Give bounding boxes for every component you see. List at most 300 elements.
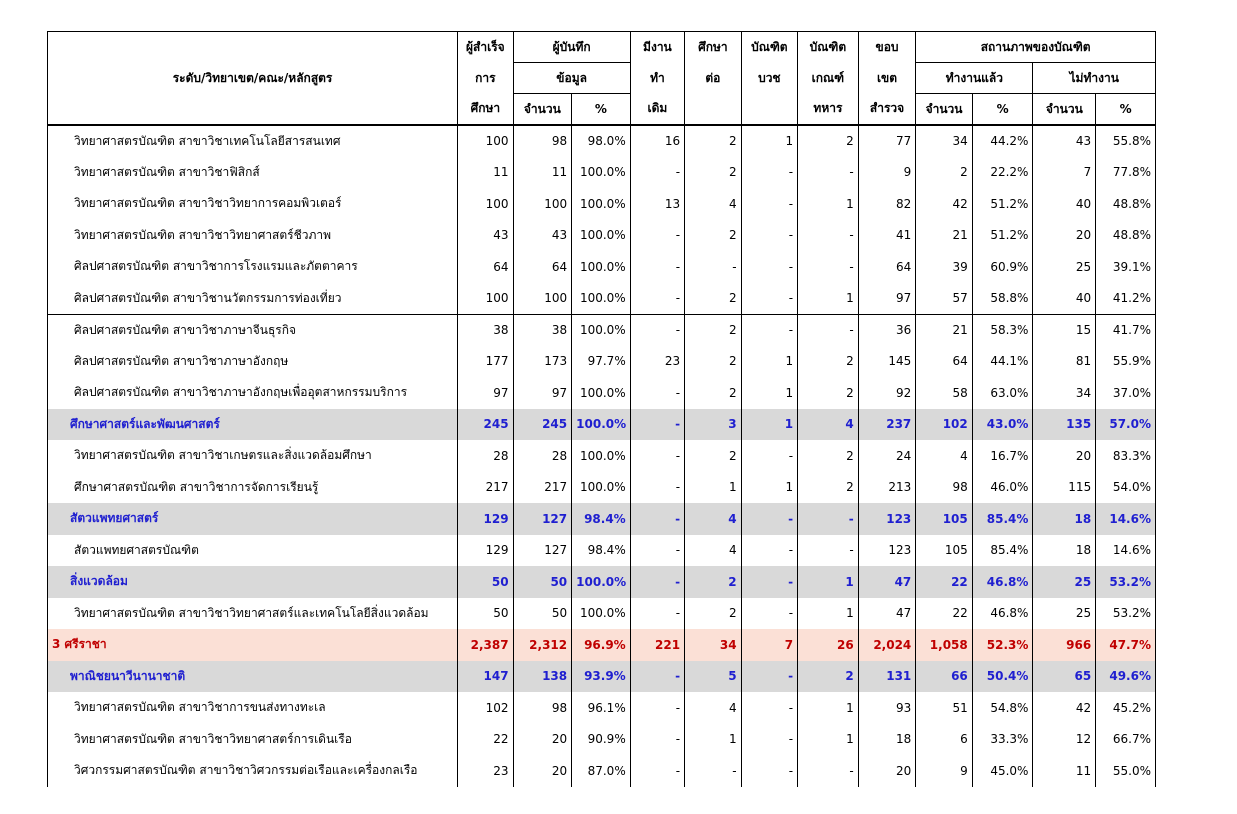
program-name-cell: วิทยาศาสตรบัณฑิต สาขาวิชาเกษตรและสิ่งแวดล้อมศึกษา [48,440,458,472]
military-cell: - [798,535,859,567]
graduates-cell: 100 [458,188,513,220]
recorded-count-cell: 245 [513,409,572,441]
employed-pct-cell: 43.0% [972,409,1033,441]
recorded-count-cell: 138 [513,661,572,693]
employed-pct-cell: 58.8% [972,283,1033,315]
survey-scope-cell: 64 [858,251,916,283]
program-name-cell: ศิลปศาสตรบัณฑิต สาขาวิชาการโรงแรมและภัตตาคาร [48,251,458,283]
recorded-pct-cell: 93.9% [572,661,631,693]
recorded-count-cell: 50 [513,566,572,598]
military-cell: 2 [798,125,859,157]
employed-count-cell: 105 [916,535,972,567]
unemployed-pct-header: % [1096,94,1156,126]
unemployed-pct-cell: 57.0% [1096,409,1156,441]
graduates-cell: 129 [458,535,513,567]
unemployed-count-cell: 34 [1033,377,1096,409]
recorded-count-cell: 64 [513,251,572,283]
recorders-header-l2: ข้อมูล [513,63,630,94]
unemployed-pct-cell: 48.8% [1096,188,1156,220]
graduates-cell: 100 [458,125,513,157]
unemployed-count-cell: 115 [1033,472,1096,504]
employed-pct-cell: 54.8% [972,692,1033,724]
program-name-cell: วิทยาศาสตรบัณฑิต สาขาวิชาวิทยาการคอมพิวเตอร์ [48,188,458,220]
table-header [48,32,1156,126]
unemployed-pct-cell: 55.8% [1096,125,1156,157]
recorded-pct-cell: 98.4% [572,535,631,567]
program-name-cell: วิศวกรรมศาสตรบัณฑิต สาขาวิชาวิศวกรรมต่อเรือและเครื่องกลเรือ [48,755,458,787]
ordained-cell: - [741,220,797,252]
recorded-pct-cell: 100.0% [572,188,631,220]
study-more-header-l2: ต่อ [685,63,741,94]
study-more-cell: 2 [685,566,741,598]
program-name-cell: สัตวแพทยศาสตร์ [48,503,458,535]
unemployed-pct-cell: 14.6% [1096,535,1156,567]
military-cell: 2 [798,440,859,472]
employed-count-cell: 22 [916,566,972,598]
existing-job-cell: - [630,283,684,315]
program-name-cell: วิทยาศาสตรบัณฑิต สาขาวิชาเทคโนโลยีสารสนเทศ [48,125,458,157]
table-row [48,125,1156,157]
study-more-cell: 2 [685,377,741,409]
recorded-pct-cell: 100.0% [572,283,631,315]
survey-scope-cell: 131 [858,661,916,693]
recorded-count-cell: 217 [513,472,572,504]
unemployed-count-cell: 135 [1033,409,1096,441]
survey-scope-cell: 93 [858,692,916,724]
ordained-cell: - [741,188,797,220]
unemployed-pct-cell: 55.9% [1096,346,1156,378]
unemployed-pct-cell: 66.7% [1096,724,1156,756]
existing-job-header-l1: มีงาน [630,32,684,63]
unemployed-count-cell: 40 [1033,283,1096,315]
military-cell: - [798,251,859,283]
table-row [48,346,1156,378]
ordained-cell: - [741,535,797,567]
ordained-header-l3 [741,94,797,126]
employed-pct-cell: 46.8% [972,566,1033,598]
ordained-cell: - [741,598,797,630]
table-row [48,535,1156,567]
graduates-cell: 177 [458,346,513,378]
group-row [48,503,1156,535]
unemployed-pct-cell: 53.2% [1096,566,1156,598]
graduates-cell: 100 [458,283,513,315]
recorded-count-cell: 127 [513,535,572,567]
recorders-pct-header: % [572,94,631,126]
study-more-cell: 1 [685,724,741,756]
study-more-cell: 2 [685,440,741,472]
existing-job-cell: - [630,724,684,756]
recorded-pct-cell: 98.0% [572,125,631,157]
graduates-cell: 50 [458,566,513,598]
recorded-count-cell: 50 [513,598,572,630]
survey-scope-cell: 36 [858,314,916,346]
unemployed-count-header: จำนวน [1033,94,1096,126]
employed-count-cell: 4 [916,440,972,472]
existing-job-cell: - [630,314,684,346]
ordained-cell: 1 [741,409,797,441]
unemployed-count-cell: 65 [1033,661,1096,693]
recorders-header-l1: ผู้บันทึก [513,32,630,63]
existing-job-cell: 221 [630,629,684,661]
existing-job-cell: - [630,377,684,409]
employed-count-cell: 58 [916,377,972,409]
military-cell: - [798,314,859,346]
unemployed-pct-cell: 55.0% [1096,755,1156,787]
employed-pct-cell: 60.9% [972,251,1033,283]
unemployed-count-cell: 42 [1033,692,1096,724]
employed-pct-cell: 85.4% [972,503,1033,535]
survey-scope-cell: 20 [858,755,916,787]
unemployed-pct-cell: 47.7% [1096,629,1156,661]
recorders-count-header: จำนวน [513,94,572,126]
unemployed-count-cell: 20 [1033,220,1096,252]
employed-count-cell: 42 [916,188,972,220]
ordained-cell: - [741,503,797,535]
unemployed-count-cell: 18 [1033,503,1096,535]
study-more-header-l3 [685,94,741,126]
employed-count-cell: 21 [916,314,972,346]
graduates-cell: 102 [458,692,513,724]
survey-scope-cell: 2,024 [858,629,916,661]
recorded-pct-cell: 100.0% [572,598,631,630]
recorded-pct-cell: 100.0% [572,157,631,189]
level-header: ระดับ/วิทยาเขต/คณะ/หลักสูตร [48,32,458,126]
table-row [48,692,1156,724]
existing-job-cell: - [630,598,684,630]
employed-pct-cell: 52.3% [972,629,1033,661]
program-name-cell: วิทยาศาสตรบัณฑิต สาขาวิชาวิทยาศาสตร์และเทคโนโลยีสิ่งแวดล้อม [48,598,458,630]
unemployed-pct-cell: 41.7% [1096,314,1156,346]
existing-job-cell: - [630,535,684,567]
recorded-count-cell: 173 [513,346,572,378]
status-header: สถานภาพของบัณฑิต [916,32,1156,63]
recorded-count-cell: 127 [513,503,572,535]
employed-count-cell: 39 [916,251,972,283]
employed-pct-cell: 33.3% [972,724,1033,756]
study-more-cell: 2 [685,220,741,252]
ordained-cell: 1 [741,125,797,157]
employed-pct-cell: 22.2% [972,157,1033,189]
military-cell: 1 [798,283,859,315]
table-row [48,220,1156,252]
military-cell: 1 [798,566,859,598]
unemployed-count-cell: 25 [1033,598,1096,630]
military-cell: 1 [798,692,859,724]
existing-job-cell: - [630,661,684,693]
military-cell: 2 [798,472,859,504]
military-header-l3: ทหาร [798,94,859,126]
study-more-cell: 2 [685,598,741,630]
recorded-pct-cell: 96.9% [572,629,631,661]
program-name-cell: ศิลปศาสตรบัณฑิต สาขาวิชานวัตกรรมการท่องเที่ยว [48,283,458,315]
recorded-count-cell: 43 [513,220,572,252]
graduates-cell: 50 [458,598,513,630]
table-row [48,283,1156,315]
ordained-cell: - [741,283,797,315]
ordained-cell: - [741,661,797,693]
unemployed-count-cell: 15 [1033,314,1096,346]
graduates-cell: 97 [458,377,513,409]
graduates-cell: 38 [458,314,513,346]
program-name-cell: ศิลปศาสตรบัณฑิต สาขาวิชาภาษาอังกฤษ [48,346,458,378]
existing-job-cell: - [630,409,684,441]
employed-count-cell: 66 [916,661,972,693]
unemployed-pct-cell: 41.2% [1096,283,1156,315]
military-cell: 2 [798,346,859,378]
program-name-cell: ศึกษาศาสตรบัณฑิต สาขาวิชาการจัดการเรียนรู้ [48,472,458,504]
group-row [48,409,1156,441]
program-name-cell: 3 ศรีราชา [48,629,458,661]
ordained-cell: - [741,157,797,189]
study-more-cell: 2 [685,283,741,315]
survey-scope-cell: 92 [858,377,916,409]
employed-count-cell: 9 [916,755,972,787]
survey-scope-cell: 18 [858,724,916,756]
ordained-cell: - [741,724,797,756]
unemployed-header: ไม่ทำงาน [1033,63,1156,94]
program-name-cell: ศิลปศาสตรบัณฑิต สาขาวิชาภาษาอังกฤษเพื่ออุตสาหกรรมบริการ [48,377,458,409]
program-name-cell: ศิลปศาสตรบัณฑิต สาขาวิชาภาษาจีนธุรกิจ [48,314,458,346]
table-row [48,188,1156,220]
recorded-count-cell: 98 [513,692,572,724]
unemployed-count-cell: 40 [1033,188,1096,220]
unemployed-count-cell: 7 [1033,157,1096,189]
ordained-cell: - [741,251,797,283]
military-cell: 26 [798,629,859,661]
graduates-cell: 43 [458,220,513,252]
employed-pct-cell: 46.8% [972,598,1033,630]
ordained-cell: - [741,440,797,472]
existing-job-header-l3: เดิม [630,94,684,126]
graduates-cell: 217 [458,472,513,504]
recorded-pct-cell: 100.0% [572,220,631,252]
ordained-cell: 1 [741,377,797,409]
employed-count-cell: 6 [916,724,972,756]
employed-pct-cell: 51.2% [972,188,1033,220]
employed-count-cell: 1,058 [916,629,972,661]
employed-count-cell: 102 [916,409,972,441]
existing-job-cell: - [630,440,684,472]
graduates-cell: 2,387 [458,629,513,661]
employed-count-cell: 57 [916,283,972,315]
table-row [48,251,1156,283]
program-name-cell: พาณิชยนาวีนานาชาติ [48,661,458,693]
military-cell: 2 [798,661,859,693]
recorded-count-cell: 38 [513,314,572,346]
recorded-pct-cell: 87.0% [572,755,631,787]
study-more-cell: 3 [685,409,741,441]
survey-scope-cell: 9 [858,157,916,189]
recorded-pct-cell: 90.9% [572,724,631,756]
survey-header-l1: ขอบ [858,32,916,63]
existing-job-cell: - [630,692,684,724]
existing-job-cell: 13 [630,188,684,220]
study-more-cell: 4 [685,188,741,220]
employed-pct-cell: 46.0% [972,472,1033,504]
recorded-pct-cell: 97.7% [572,346,631,378]
employed-pct-cell: 16.7% [972,440,1033,472]
employed-pct-cell: 45.0% [972,755,1033,787]
employed-count-cell: 22 [916,598,972,630]
study-more-cell: 2 [685,157,741,189]
employed-pct-cell: 44.2% [972,125,1033,157]
military-header-l2: เกณฑ์ [798,63,859,94]
unemployed-count-cell: 18 [1033,535,1096,567]
table-row [48,157,1156,189]
table-row [48,440,1156,472]
survey-scope-cell: 237 [858,409,916,441]
survey-scope-cell: 24 [858,440,916,472]
program-name-cell: วิทยาศาสตรบัณฑิต สาขาวิชาฟิสิกส์ [48,157,458,189]
military-cell: 1 [798,598,859,630]
graduates-header-l1: ผู้สำเร็จ [458,32,513,63]
program-name-cell: วิทยาศาสตรบัณฑิต สาขาวิชาการขนส่งทางทะเล [48,692,458,724]
survey-scope-cell: 82 [858,188,916,220]
employed-header: ทำงานแล้ว [916,63,1033,94]
employed-count-cell: 64 [916,346,972,378]
table-row [48,755,1156,787]
survey-header-l3: สำรวจ [858,94,916,126]
employed-pct-cell: 58.3% [972,314,1033,346]
recorded-count-cell: 97 [513,377,572,409]
graduate-status-table [47,31,1156,787]
employed-pct-cell: 85.4% [972,535,1033,567]
graduates-cell: 22 [458,724,513,756]
survey-scope-cell: 77 [858,125,916,157]
recorded-pct-cell: 100.0% [572,314,631,346]
employed-pct-cell: 50.4% [972,661,1033,693]
recorded-pct-cell: 100.0% [572,409,631,441]
ordained-cell: 7 [741,629,797,661]
graduates-cell: 245 [458,409,513,441]
table-row [48,377,1156,409]
existing-job-cell: 23 [630,346,684,378]
graduates-cell: 23 [458,755,513,787]
existing-job-cell: - [630,566,684,598]
employed-count-cell: 34 [916,125,972,157]
recorded-count-cell: 100 [513,188,572,220]
study-more-cell: 4 [685,535,741,567]
employed-pct-cell: 63.0% [972,377,1033,409]
recorded-pct-cell: 100.0% [572,566,631,598]
employed-pct-header: % [972,94,1033,126]
employed-count-header: จำนวน [916,94,972,126]
employed-count-cell: 98 [916,472,972,504]
existing-job-cell: - [630,472,684,504]
study-more-cell: 2 [685,314,741,346]
recorded-pct-cell: 100.0% [572,472,631,504]
military-cell: - [798,755,859,787]
recorded-pct-cell: 98.4% [572,503,631,535]
existing-job-cell: 16 [630,125,684,157]
unemployed-count-cell: 966 [1033,629,1096,661]
military-cell: 2 [798,377,859,409]
military-cell: 1 [798,188,859,220]
employed-pct-cell: 51.2% [972,220,1033,252]
unemployed-pct-cell: 53.2% [1096,598,1156,630]
military-header-l1: บัณฑิต [798,32,859,63]
study-more-cell: 1 [685,472,741,504]
graduates-cell: 147 [458,661,513,693]
graduates-cell: 64 [458,251,513,283]
employed-count-cell: 21 [916,220,972,252]
graduates-cell: 28 [458,440,513,472]
recorded-count-cell: 11 [513,157,572,189]
ordained-header-l2: บวช [741,63,797,94]
study-more-cell: 2 [685,346,741,378]
ordained-cell: 1 [741,472,797,504]
unemployed-count-cell: 25 [1033,251,1096,283]
campus-row [48,629,1156,661]
employed-count-cell: 2 [916,157,972,189]
ordained-cell: - [741,314,797,346]
unemployed-pct-cell: 54.0% [1096,472,1156,504]
ordained-cell: 1 [741,346,797,378]
graduates-header-l3: ศึกษา [458,94,513,126]
unemployed-count-cell: 81 [1033,346,1096,378]
existing-job-header-l2: ทำ [630,63,684,94]
recorded-count-cell: 20 [513,724,572,756]
survey-scope-cell: 213 [858,472,916,504]
table-row [48,724,1156,756]
military-cell: - [798,157,859,189]
ordained-cell: - [741,755,797,787]
table-body [48,125,1156,787]
study-more-cell: 2 [685,125,741,157]
ordained-header-l1: บัณฑิต [741,32,797,63]
survey-header-l2: เขต [858,63,916,94]
military-cell: - [798,503,859,535]
program-name-cell: สิ่งแวดล้อม [48,566,458,598]
unemployed-count-cell: 11 [1033,755,1096,787]
unemployed-pct-cell: 45.2% [1096,692,1156,724]
unemployed-pct-cell: 37.0% [1096,377,1156,409]
program-name-cell: วิทยาศาสตรบัณฑิต สาขาวิชาวิทยาศาสตร์การเดินเรือ [48,724,458,756]
unemployed-count-cell: 20 [1033,440,1096,472]
unemployed-pct-cell: 39.1% [1096,251,1156,283]
survey-scope-cell: 47 [858,598,916,630]
unemployed-pct-cell: 77.8% [1096,157,1156,189]
recorded-count-cell: 28 [513,440,572,472]
study-more-cell: 34 [685,629,741,661]
graduates-header-l2: การ [458,63,513,94]
recorded-pct-cell: 100.0% [572,377,631,409]
military-cell: - [798,220,859,252]
military-cell: 1 [798,724,859,756]
study-more-cell: - [685,251,741,283]
existing-job-cell: - [630,157,684,189]
program-name-cell: วิทยาศาสตรบัณฑิต สาขาวิชาวิทยาศาสตร์ชีวภาพ [48,220,458,252]
existing-job-cell: - [630,220,684,252]
table-row [48,472,1156,504]
recorded-pct-cell: 100.0% [572,440,631,472]
group-row [48,661,1156,693]
employed-count-cell: 105 [916,503,972,535]
study-more-header-l1: ศึกษา [685,32,741,63]
employed-count-cell: 51 [916,692,972,724]
graduates-cell: 11 [458,157,513,189]
study-more-cell: - [685,755,741,787]
recorded-count-cell: 100 [513,283,572,315]
group-row [48,566,1156,598]
unemployed-count-cell: 25 [1033,566,1096,598]
table-row [48,598,1156,630]
survey-scope-cell: 41 [858,220,916,252]
unemployed-pct-cell: 49.6% [1096,661,1156,693]
survey-scope-cell: 47 [858,566,916,598]
graduates-cell: 129 [458,503,513,535]
